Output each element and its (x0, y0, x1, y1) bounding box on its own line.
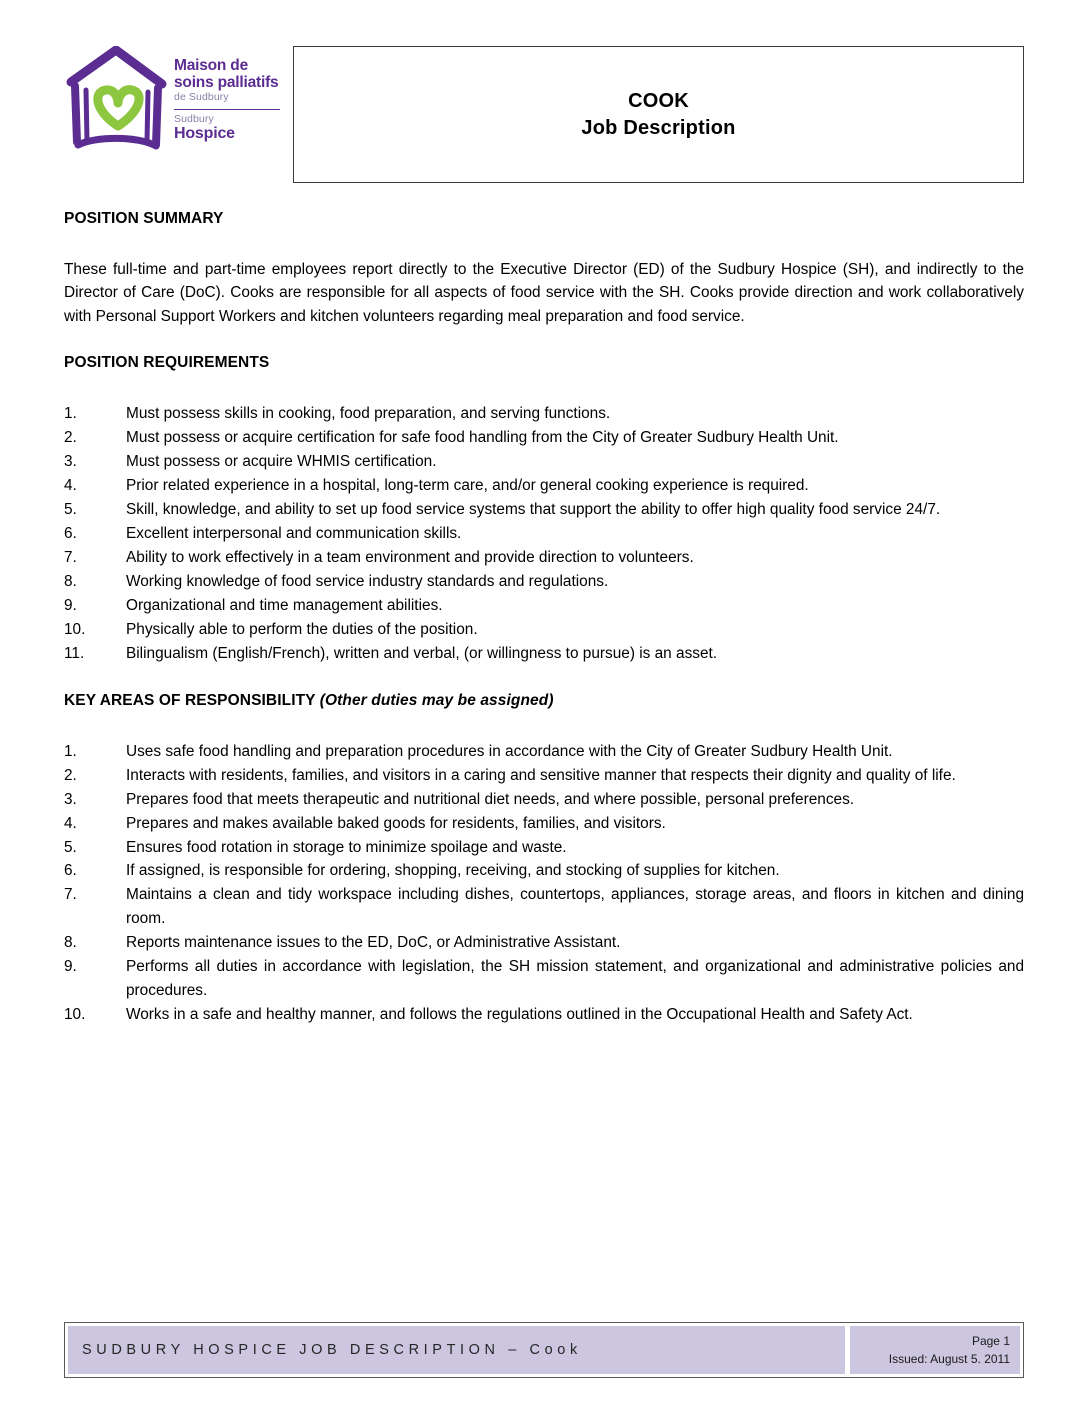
list-item-number: 3. (64, 790, 77, 808)
list-item-text: Bilingualism (English/French), written and verbal, (or willingness to pursue) is an asset. (126, 644, 718, 662)
list-item-number: 8. (64, 934, 77, 952)
list-item (64, 812, 1024, 836)
list-item-text: Prepares and makes available baked goods for residents, families, and visitors. (126, 814, 666, 832)
hospice-house-heart-logo-icon (66, 46, 170, 164)
list-item-number: 10. (64, 1006, 86, 1024)
list-item-text: Maintains a clean and tidy workspace including dishes, countertops, appliances, storage areas, and floors in kitchen and dining room. (126, 886, 1024, 928)
list-item-text: Uses safe food handling and preparation procedures in accordance with the City of Greater Sudbury Health Unit. (126, 742, 893, 760)
list-item (64, 642, 1024, 666)
list-item-number: 7. (64, 886, 77, 904)
list-item-number: 6. (64, 524, 77, 542)
document-header (0, 0, 1088, 195)
list-item (64, 1003, 1024, 1027)
organization-logo (66, 46, 281, 166)
list-item-number: 6. (64, 862, 77, 880)
document-footer (64, 1322, 1024, 1378)
list-item-number: 5. (64, 838, 77, 856)
list-item (64, 859, 1024, 883)
list-item-text: Must possess or acquire WHMIS certification. (126, 453, 437, 471)
list-item-text: Interacts with residents, families, and visitors in a caring and sensitive manner that respects their dignity and quality of life. (126, 766, 956, 784)
page-title: COOK (628, 89, 689, 112)
list-item-number: 4. (64, 814, 77, 832)
list-item-number: 9. (64, 958, 77, 976)
list-item-number: 9. (64, 596, 77, 614)
footer-document-label: SUDBURY HOSPICE JOB DESCRIPTION – Cook (82, 1342, 582, 1358)
list-item-number: 2. (64, 766, 77, 784)
section-heading-note: (Other duties may be assigned) (319, 691, 554, 709)
list-item-text: Performs all duties in accordance with legislation, the SH mission statement, and organizational and administrative policies and procedures. (126, 958, 1024, 1000)
section-heading-text: KEY AREAS OF RESPONSIBILITY (64, 691, 316, 709)
list-item (64, 426, 1024, 450)
page-subtitle: Job Description (581, 116, 736, 139)
section-heading-position-summary: POSITION SUMMARY (64, 210, 224, 227)
list-item-text: Reports maintenance issues to the ED, DoC, or Administrative Assistant. (126, 934, 621, 952)
list-item-number: 7. (64, 548, 77, 566)
list-item-number: 10. (64, 620, 86, 638)
section-heading-key-areas (64, 692, 1024, 710)
spacer (64, 328, 1024, 354)
list-item-text: Ensures food rotation in storage to minimize spoilage and waste. (126, 838, 567, 856)
section-heading-position-requirements: POSITION REQUIREMENTS (64, 354, 270, 372)
list-item (64, 955, 1024, 1003)
issued-date: Issued: August 5. 2011 (888, 1352, 1010, 1366)
document-title-box (293, 46, 1024, 183)
list-item (64, 402, 1024, 426)
list-item-number: 3. (64, 453, 77, 471)
list-item (64, 618, 1024, 642)
list-item-text: Must possess or acquire certification for safe food handling from the City of Greater Sudbury Health Unit. (126, 429, 839, 447)
document-body (64, 210, 1024, 1027)
page-number: Page 1 (971, 1334, 1010, 1348)
key-areas-list (64, 740, 1024, 1027)
list-item-number: 5. (64, 501, 77, 519)
list-item (64, 498, 1024, 522)
list-item-text: Skill, knowledge, and ability to set up food service systems that support the ability to offer high quality food service 24/7. (126, 501, 941, 519)
list-item-number: 4. (64, 477, 77, 495)
list-item (64, 450, 1024, 474)
list-item (64, 474, 1024, 498)
list-item (64, 836, 1024, 860)
list-item-number: 1. (64, 405, 77, 423)
list-item-number: 8. (64, 572, 77, 590)
list-item-text: Working knowledge of food service industry standards and regulations. (126, 572, 609, 590)
list-item (64, 883, 1024, 931)
list-item (64, 594, 1024, 618)
logo-wordmark (174, 46, 280, 142)
list-item-number: 11. (64, 644, 85, 662)
list-item-text: Prior related experience in a hospital, long-term care, and/or general cooking experience is required. (126, 477, 809, 495)
logo-divider (174, 109, 280, 110)
list-item-text: Excellent interpersonal and communication skills. (126, 524, 462, 542)
list-item-number: 2. (64, 429, 77, 447)
logo-line-4: Sudbury (174, 112, 214, 125)
spacer (64, 228, 1024, 258)
logo-line-3: de Sudbury (174, 91, 229, 104)
spacer (64, 666, 1024, 692)
list-item-text: Prepares food that meets therapeutic and nutritional diet needs, and where possible, personal preferences. (126, 790, 855, 808)
list-item-text: Physically able to perform the duties of the position. (126, 620, 478, 638)
logo-line-2: soins palliatifs (174, 73, 279, 91)
list-item-text: Works in a safe and healthy manner, and follows the regulations outlined in the Occupational Health and Safety Act. (126, 1006, 913, 1024)
logo-line-1: Maison de (174, 57, 248, 74)
spacer (64, 710, 1024, 740)
list-item-number: 1. (64, 742, 77, 760)
logo-line-5: Hospice (174, 125, 235, 143)
list-item-text: Must possess skills in cooking, food preparation, and serving functions. (126, 405, 611, 423)
list-item-text: If assigned, is responsible for ordering, shopping, receiving, and stocking of supplies for kitchen. (126, 862, 780, 880)
list-item (64, 570, 1024, 594)
list-item (64, 764, 1024, 788)
list-item (64, 546, 1024, 570)
footer-left-cell (68, 1326, 845, 1374)
position-requirements-list (64, 402, 1024, 665)
list-item-text: Ability to work effectively in a team environment and provide direction to volunteers. (126, 548, 694, 566)
list-item (64, 522, 1024, 546)
footer-right-cell (850, 1326, 1020, 1374)
list-item-text: Organizational and time management abilities. (126, 596, 443, 614)
position-summary-paragraph: These full-time and part-time employees report directly to the Executive Director (ED) of the Sudbury Hospice (SH), and indirectly to the Director of Care (DoC). Cooks are responsible for all aspects of food service with the SH. Cooks provide direction and work collaboratively with Personal Support Workers and kitchen volunteers regarding meal preparation and food service. (64, 261, 1024, 325)
list-item (64, 740, 1024, 764)
spacer (64, 372, 1024, 402)
list-item (64, 931, 1024, 955)
list-item (64, 788, 1024, 812)
